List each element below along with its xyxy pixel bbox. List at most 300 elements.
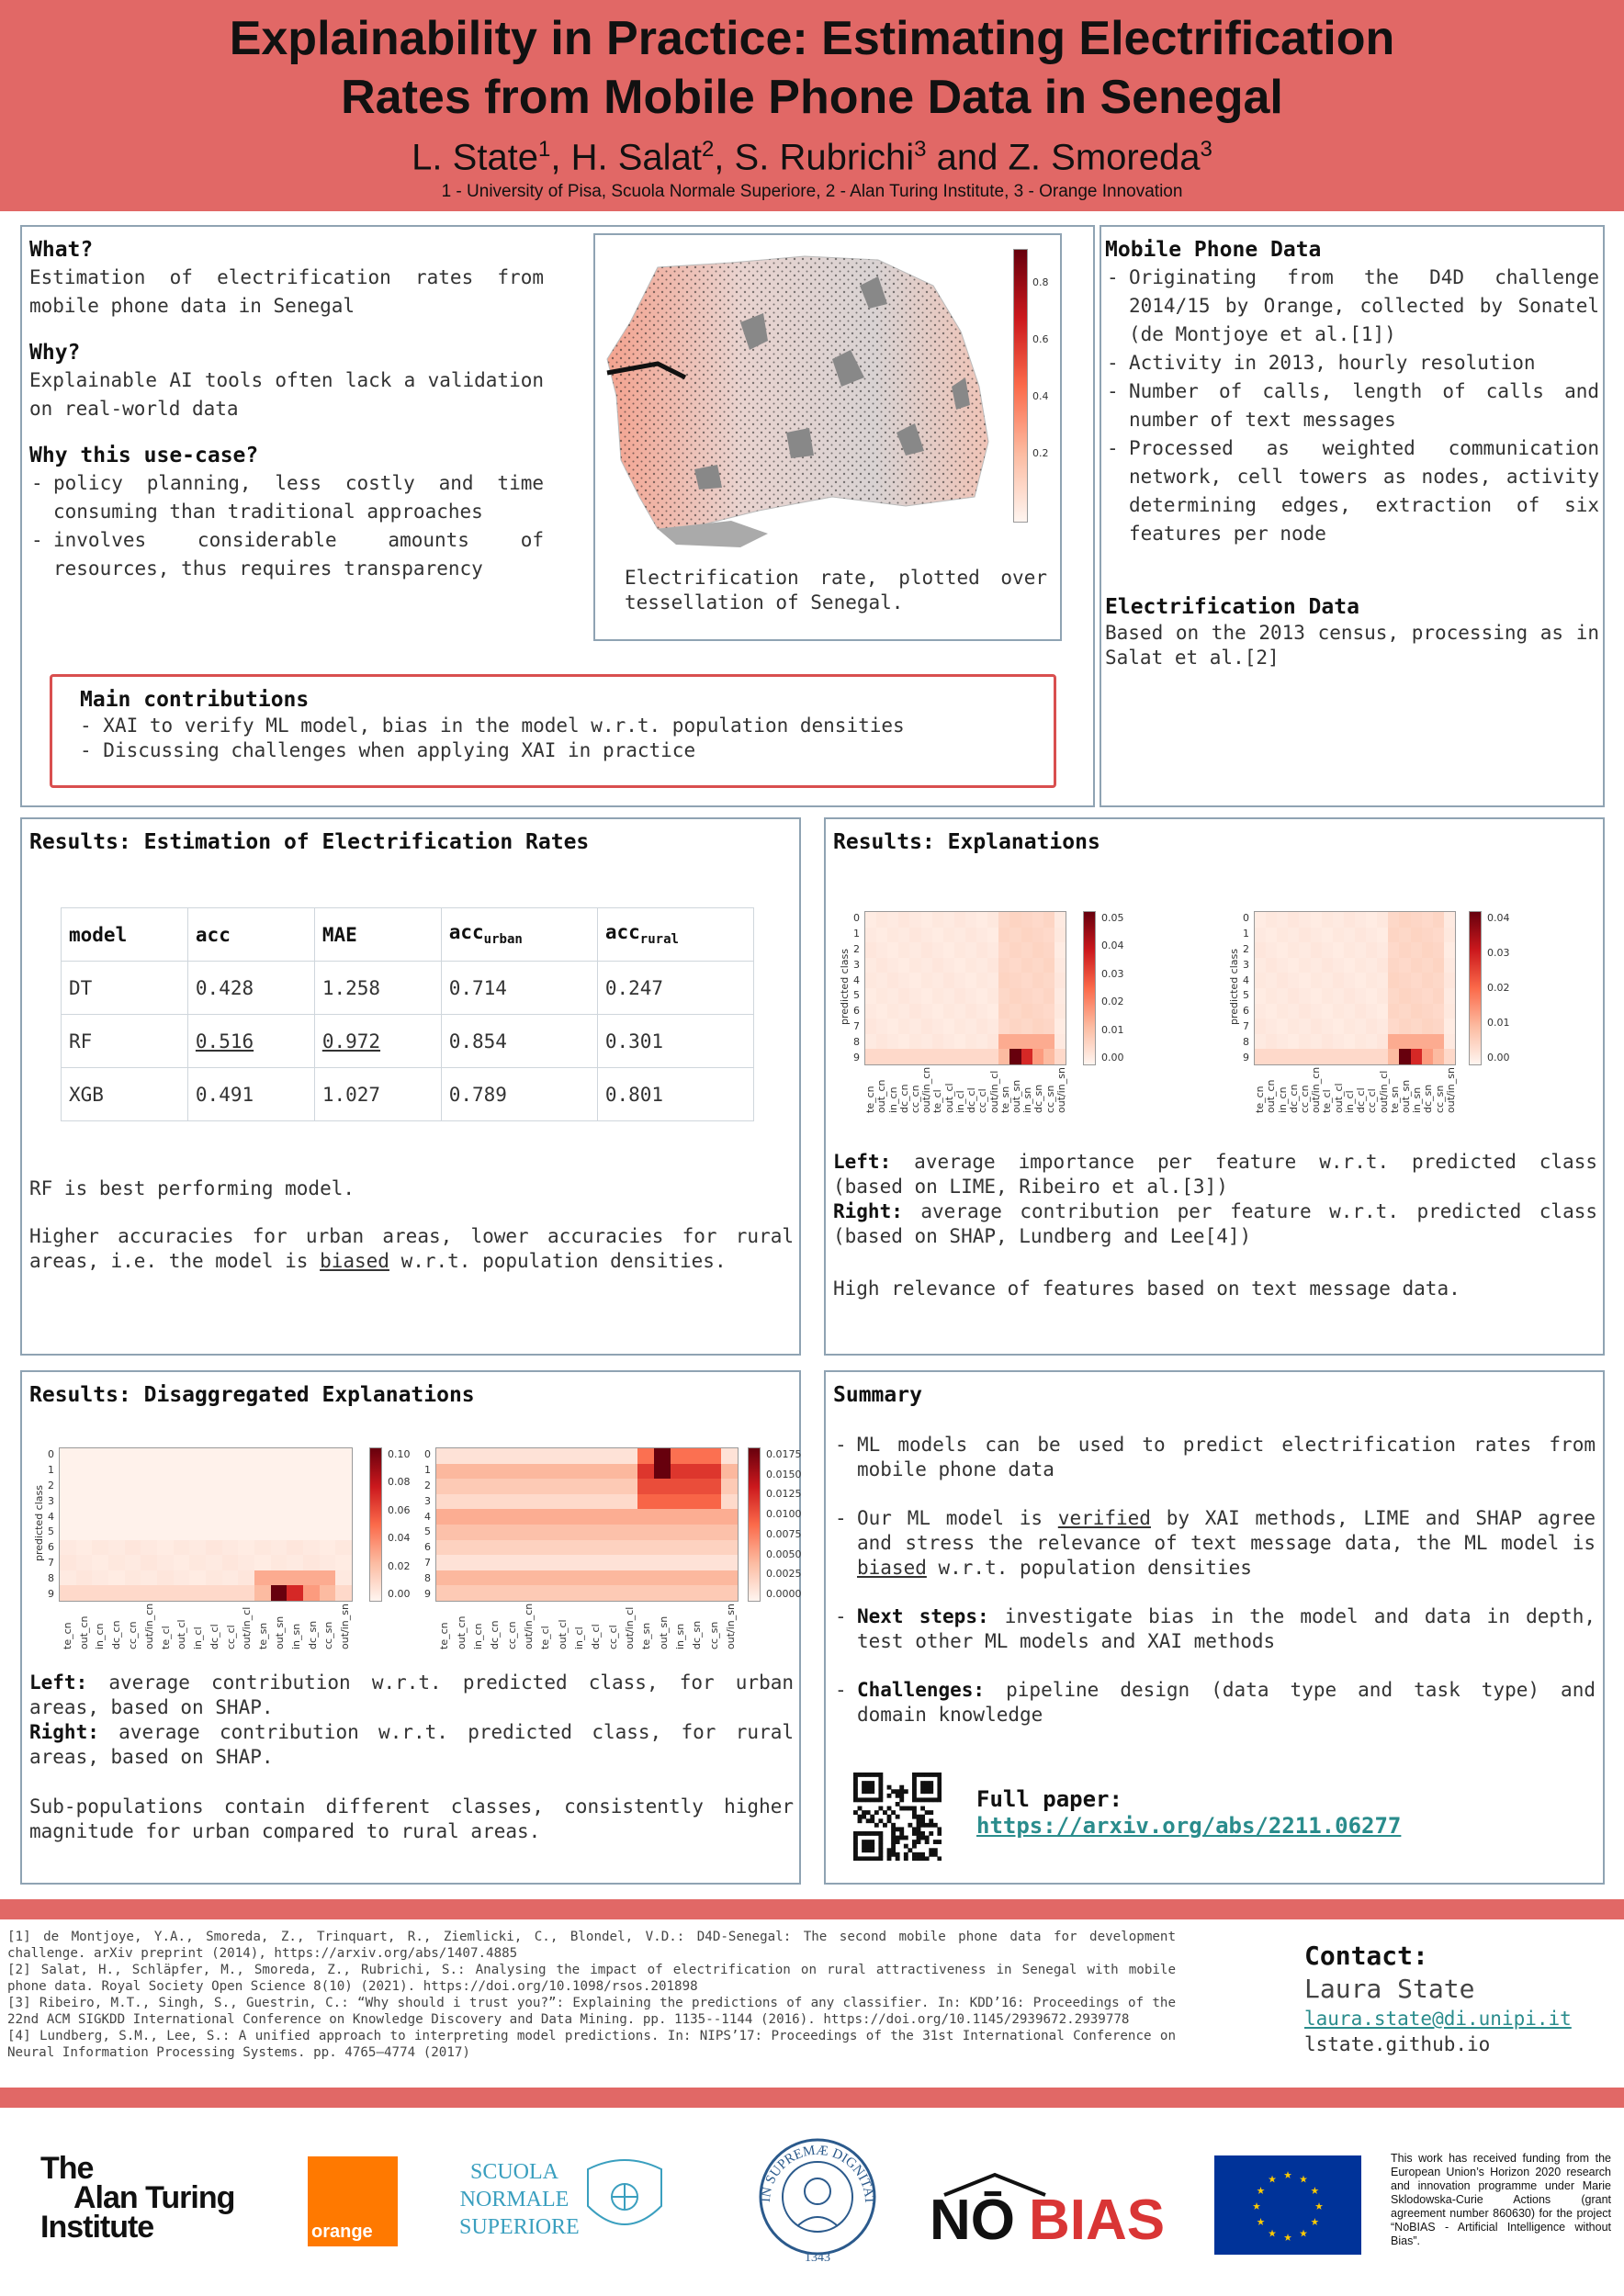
- x-tick-label: dc_cl: [208, 1624, 220, 1649]
- heatmap-cell: [1422, 942, 1433, 958]
- references: [7, 1929, 1176, 2061]
- heatmap-cell: [238, 1448, 254, 1464]
- heatmap-cell: [1311, 988, 1322, 1004]
- unipi-logo: [753, 2131, 882, 2268]
- heatmap-cell: [570, 1585, 587, 1601]
- heatmap-cell: [876, 988, 887, 1004]
- heatmap-cell: [1377, 988, 1388, 1004]
- heatmap-cell: [570, 1525, 587, 1540]
- heatmap-cell: [108, 1464, 125, 1480]
- heatmap-cell: [637, 1479, 654, 1494]
- heatmap-cell: [487, 1494, 503, 1510]
- heatmap-cell: [976, 942, 987, 958]
- heatmap-cell: [1411, 1034, 1422, 1050]
- heatmap-cell: [174, 1540, 190, 1556]
- heatmap-cell: [189, 1540, 206, 1556]
- heatmap-cell: [909, 988, 920, 1004]
- heatmap-cell: [287, 1464, 303, 1480]
- heatmap-cell: [909, 1019, 920, 1034]
- disaggregated-heatmaps: [22, 1372, 803, 1648]
- heatmap-cell: [189, 1509, 206, 1525]
- heatmap-cell: [987, 973, 998, 988]
- heatmap-cell: [157, 1479, 174, 1494]
- heatmap-cell: [554, 1585, 570, 1601]
- heatmap-cell: [637, 1585, 654, 1601]
- heatmap-cell: [271, 1585, 288, 1601]
- heatmap-cell: [536, 1448, 553, 1464]
- heatmap-cell: [222, 1509, 239, 1525]
- heatmap-cell: [487, 1555, 503, 1570]
- heatmap-cell: [1054, 988, 1066, 1004]
- heatmap-cell: [943, 942, 954, 958]
- heatmap-grid: [59, 1447, 353, 1602]
- results-explanations-text-3: High relevance of features based on text message data.: [833, 1277, 1460, 1300]
- heatmap-cell: [1043, 912, 1054, 928]
- heatmap-cell: [536, 1585, 553, 1601]
- heatmap-cell: [965, 912, 976, 928]
- footer-band: [0, 2088, 1624, 2108]
- heatmap-cell: [303, 1525, 320, 1540]
- heatmap-cell: [436, 1494, 453, 1510]
- electrification-data-text: Based on the 2013 census, processing as in Salat et al.[2]: [1105, 622, 1599, 669]
- heatmap-cell: [157, 1525, 174, 1540]
- heatmap-cell: [1054, 1019, 1066, 1034]
- heatmap-cell: [887, 958, 898, 974]
- heatmap-cell: [876, 1004, 887, 1019]
- heatmap-cell: [60, 1540, 76, 1556]
- heatmap-cell: [271, 1479, 288, 1494]
- heatmap-cell: [954, 973, 965, 988]
- heatmap-cell: [909, 1049, 920, 1064]
- heatmap-cell: [1377, 973, 1388, 988]
- heatmap-cell: [1021, 973, 1032, 988]
- heatmap-cell: [238, 1494, 254, 1510]
- heatmap-cell: [141, 1448, 157, 1464]
- heatmap-cell: [1422, 928, 1433, 943]
- heatmap-cell: [603, 1555, 620, 1570]
- heatmap-cell: [998, 973, 1009, 988]
- heatmap-cell: [320, 1464, 336, 1480]
- heatmap-cell: [1311, 1019, 1322, 1034]
- svg-text:★: ★: [1299, 2223, 1308, 2241]
- y-tick-label: 2: [48, 1480, 54, 1491]
- heatmap-cell: [671, 1479, 687, 1494]
- x-tick-label: out/in_cn: [522, 1603, 535, 1649]
- heatmap-cell: [1399, 1034, 1410, 1050]
- heatmap-cell: [1366, 1019, 1377, 1034]
- x-tick-label: out_cn: [455, 1615, 468, 1649]
- heatmap-cell: [254, 1540, 271, 1556]
- heatmap-cell: [536, 1555, 553, 1570]
- heatmap-cell: [1266, 1034, 1277, 1050]
- heatmap-cell: [654, 1525, 671, 1540]
- heatmap-cell: [1043, 1019, 1054, 1034]
- heatmap-cell: [998, 912, 1009, 928]
- heatmap-cell: [965, 1049, 976, 1064]
- heatmap-cell: [554, 1509, 570, 1525]
- heatmap-cell: [976, 1034, 987, 1050]
- heatmap-cell: [1411, 1049, 1422, 1064]
- heatmap-cell: [637, 1525, 654, 1540]
- heatmap-cell: [1422, 958, 1433, 974]
- heatmap-cell: [1299, 1019, 1310, 1034]
- heatmap-cell: [637, 1570, 654, 1586]
- heatmap-cell: [206, 1464, 222, 1480]
- heatmap-cell: [1009, 958, 1021, 974]
- y-tick-label: 3: [424, 1494, 431, 1507]
- poster-header: [0, 0, 1624, 211]
- heatmap-cell: [1299, 1004, 1310, 1019]
- y-tick-label: 6: [853, 1005, 860, 1018]
- colorbar-tick: 0.05: [1101, 912, 1124, 924]
- heatmap-cell: [1344, 912, 1355, 928]
- colorbar-tick: 0.04: [1487, 912, 1510, 924]
- heatmap-cell: [876, 942, 887, 958]
- y-tick-label: 5: [1243, 989, 1249, 1002]
- heatmap-cell: [654, 1540, 671, 1556]
- heatmap-cell: [865, 973, 876, 988]
- heatmap-cell: [654, 1464, 671, 1480]
- heatmap-cell: [620, 1570, 637, 1586]
- heatmap-cell: [1399, 928, 1410, 943]
- heatmap-cell: [254, 1448, 271, 1464]
- heatmap-cell: [1344, 973, 1355, 988]
- heatmap-cell: [1433, 912, 1444, 928]
- heatmap-cell: [335, 1479, 352, 1494]
- heatmap-cell: [536, 1525, 553, 1540]
- heatmap-cell: [998, 1034, 1009, 1050]
- heatmap-cell: [303, 1464, 320, 1480]
- heatmap-cell: [174, 1494, 190, 1510]
- heatmap-cell: [1043, 1004, 1054, 1019]
- heatmap-cell: [987, 1019, 998, 1034]
- heatmap-cell: [721, 1479, 738, 1494]
- heatmap-cell: [1366, 1034, 1377, 1050]
- explanation-heatmaps: [826, 819, 1607, 1113]
- heatmap-cell: [1344, 1049, 1355, 1064]
- table-row: [62, 1068, 754, 1121]
- y-tick-label: 1: [48, 1464, 54, 1477]
- heatmap-cell: [671, 1585, 687, 1601]
- heatmap-cell: [687, 1509, 704, 1525]
- contact-email[interactable]: laura.state@di.unipi.it: [1304, 2008, 1572, 2030]
- map-colorbar: [1013, 249, 1028, 523]
- heatmap-cell: [536, 1540, 553, 1556]
- list-item: - involves considerable amounts of resources, thus requires transparency: [29, 526, 544, 583]
- heatmap-cell: [1399, 912, 1410, 928]
- heatmap-cell: [687, 1479, 704, 1494]
- x-tick-label: cc_sn: [707, 1621, 720, 1649]
- heatmap-cell: [954, 1019, 965, 1034]
- y-tick-label: 9: [1243, 1051, 1249, 1064]
- heatmap-cell: [554, 1494, 570, 1510]
- x-tick-label: te_cl: [539, 1626, 552, 1649]
- heatmap-cell: [1277, 1004, 1288, 1019]
- heatmap-cell: [887, 912, 898, 928]
- heatmap-cell: [671, 1509, 687, 1525]
- heatmap-cell: [520, 1448, 536, 1464]
- heatmap-cell: [1377, 942, 1388, 958]
- heatmap-cell: [1344, 1019, 1355, 1034]
- heatmap-cell: [687, 1448, 704, 1464]
- svg-text:★: ★: [1310, 2212, 1319, 2229]
- x-tick-label: te_cn: [864, 1086, 877, 1113]
- x-tick-label: dc_cn: [1287, 1084, 1300, 1113]
- heatmap-cell: [1433, 1034, 1444, 1050]
- heatmap-cell: [1021, 912, 1032, 928]
- heatmap-cell: [76, 1585, 93, 1601]
- heatmap-cell: [876, 1049, 887, 1064]
- x-tick-label: cc_cl: [224, 1625, 237, 1649]
- x-tick-label: out/in_cn: [920, 1066, 933, 1113]
- heatmap-cell: [206, 1525, 222, 1540]
- heatmap-cell: [222, 1555, 239, 1570]
- heatmap-cell: [876, 973, 887, 988]
- heatmap-cell: [705, 1555, 721, 1570]
- heatmap-cell: [1032, 1004, 1043, 1019]
- y-tick-label: 3: [1243, 958, 1249, 971]
- x-tick-label: dc_cn: [489, 1620, 502, 1649]
- heatmap-cell: [335, 1525, 352, 1540]
- heatmap-cell: [125, 1585, 141, 1601]
- svg-text:1343: 1343: [805, 2251, 830, 2265]
- heatmap-cell: [1388, 1019, 1399, 1034]
- heatmap-cell: [238, 1479, 254, 1494]
- heatmap-cell: [1054, 1034, 1066, 1050]
- heatmap-cell: [932, 1049, 943, 1064]
- list-item: - ML models can be used to predict electrification rates from mobile phone data: [833, 1433, 1596, 1482]
- heatmap-cell: [1411, 973, 1422, 988]
- summary-heading: Summary: [833, 1383, 922, 1407]
- y-tick-label: 8: [1243, 1035, 1249, 1048]
- heatmap-cell: [976, 958, 987, 974]
- y-tick-label: 9: [424, 1587, 431, 1600]
- heatmap-cell: [1054, 1004, 1066, 1019]
- heatmap-cell: [487, 1540, 503, 1556]
- x-tick-label: dc_sn: [1422, 1084, 1435, 1113]
- x-tick-label: out_cn: [875, 1079, 888, 1113]
- heatmap-cell: [954, 1034, 965, 1050]
- mobile-data-heading: Mobile Phone Data: [1105, 238, 1322, 262]
- heatmap-cell: [271, 1494, 288, 1510]
- heatmap-cell: [1333, 973, 1344, 988]
- heatmap-cell: [1355, 1049, 1366, 1064]
- heatmap-cell: [1322, 1049, 1333, 1064]
- y-tick-label: 1: [853, 928, 860, 940]
- heatmap-cell: [1255, 1004, 1266, 1019]
- heatmap-cell: [1043, 928, 1054, 943]
- heatmap-cell: [1255, 1034, 1266, 1050]
- contributions-heading: Main contributions: [80, 688, 310, 712]
- heatmap-cell: [637, 1448, 654, 1464]
- heatmap-cell: [76, 1494, 93, 1510]
- colorbar-tick: 0.10: [388, 1448, 411, 1460]
- x-tick-label: out/in_cl: [623, 1606, 636, 1649]
- heatmap-cell: [141, 1494, 157, 1510]
- heatmap-cell: [238, 1540, 254, 1556]
- heatmap-cell: [1355, 1034, 1366, 1050]
- heatmap-cell: [1366, 988, 1377, 1004]
- heatmap-cell: [554, 1464, 570, 1480]
- heatmap-cell: [1444, 1049, 1455, 1064]
- heatmap-cell: [637, 1509, 654, 1525]
- heatmap-cell: [503, 1494, 520, 1510]
- x-tick-label: out_sn: [274, 1615, 286, 1649]
- svg-text:★: ★: [1283, 2228, 1292, 2245]
- heatmap-cell: [705, 1464, 721, 1480]
- heatmap-cell: [1355, 1004, 1366, 1019]
- heatmap-cell: [1021, 958, 1032, 974]
- heatmap-cell: [620, 1448, 637, 1464]
- heatmap-cell: [954, 912, 965, 928]
- heatmap-cell: [1288, 1049, 1299, 1064]
- heatmap-cell: [1021, 988, 1032, 1004]
- heatmap-cell: [570, 1494, 587, 1510]
- heatmap-cell: [453, 1479, 469, 1494]
- y-tick-label: 1: [424, 1464, 431, 1477]
- heatmap-cell: [303, 1494, 320, 1510]
- heatmap-cell: [520, 1509, 536, 1525]
- author-name: S. Rubrichi: [734, 137, 915, 178]
- heatmap-cell: [60, 1494, 76, 1510]
- heatmap-cell: [932, 973, 943, 988]
- heatmap-cell: [222, 1448, 239, 1464]
- heatmap-cell: [587, 1570, 603, 1586]
- heatmap-grid: [1254, 911, 1456, 1065]
- table-header-cell: acc$_{rural}$: [597, 908, 753, 962]
- x-tick-label: dc_cl: [590, 1624, 603, 1649]
- heatmap-cell: [865, 928, 876, 943]
- heatmap-cell: [1277, 973, 1288, 988]
- heatmap-cell: [1021, 942, 1032, 958]
- heatmap-cell: [1399, 1019, 1410, 1034]
- heatmap-cell: [1366, 942, 1377, 958]
- heatmap-cell: [1054, 928, 1066, 943]
- x-tick-label: in_sn: [1021, 1086, 1034, 1113]
- y-tick-label: 0: [853, 912, 860, 925]
- heatmap-cell: [287, 1509, 303, 1525]
- heatmap-cell: [520, 1464, 536, 1480]
- heatmap-cell: [887, 942, 898, 958]
- table-cell: 0.789: [441, 1068, 597, 1121]
- heatmap-cell: [1032, 973, 1043, 988]
- heatmap-cell: [254, 1494, 271, 1510]
- table-cell: 0.516: [187, 1015, 314, 1068]
- heatmap-cell: [238, 1555, 254, 1570]
- table-cell: 0.247: [597, 962, 753, 1015]
- heatmap-cell: [1054, 942, 1066, 958]
- heatmap-cell: [520, 1494, 536, 1510]
- heatmap-cell: [157, 1509, 174, 1525]
- results-explanations-heading: Results: Explanations: [833, 830, 1100, 854]
- list-item: - Challenges: pipeline design (data type and task type) and domain knowledge: [833, 1678, 1596, 1728]
- heatmap-cell: [1344, 988, 1355, 1004]
- heatmap-cell: [536, 1509, 553, 1525]
- heatmap-cell: [1377, 912, 1388, 928]
- heatmap-cell: [1333, 1034, 1344, 1050]
- heatmap-cell: [1366, 958, 1377, 974]
- heatmap-cell: [1322, 912, 1333, 928]
- heatmap-cell: [987, 988, 998, 1004]
- heatmap-cell: [1266, 1019, 1277, 1034]
- heatmap-cell: [705, 1525, 721, 1540]
- x-tick-label: out_sn: [657, 1615, 670, 1649]
- heatmap-cell: [943, 988, 954, 1004]
- heatmap-cell: [1322, 1034, 1333, 1050]
- x-tick-label: cc_cn: [1299, 1085, 1311, 1113]
- heatmap-cell: [60, 1555, 76, 1570]
- full-paper-link[interactable]: https://arxiv.org/abs/2211.06277: [976, 1813, 1402, 1839]
- affiliations: 1 - University of Pisa, Scuola Normale Superiore, 2 - Alan Turing Institute, 3 - Orange Innovation: [441, 182, 1183, 202]
- heatmap-cell: [1266, 1049, 1277, 1064]
- heatmap-cell: [1322, 973, 1333, 988]
- heatmap-cell: [998, 1049, 1009, 1064]
- heatmap-cell: [76, 1509, 93, 1525]
- heatmap-cell: [1322, 1019, 1333, 1034]
- heatmap-cell: [965, 958, 976, 974]
- heatmap-cell: [954, 988, 965, 1004]
- colorbar: [1083, 911, 1096, 1065]
- heatmap-cell: [1344, 942, 1355, 958]
- heatmap-cell: [303, 1570, 320, 1586]
- heatmap-cell: [108, 1585, 125, 1601]
- y-tick-label: 8: [853, 1035, 860, 1048]
- table-cell: 0.854: [441, 1015, 597, 1068]
- heatmap-cell: [1288, 1004, 1299, 1019]
- heatmap-cell: [222, 1585, 239, 1601]
- list-item: - Activity in 2013, hourly resolution: [1105, 349, 1599, 377]
- heatmap-cell: [1266, 973, 1277, 988]
- heatmap-cell: [287, 1555, 303, 1570]
- heatmap-cell: [469, 1525, 486, 1540]
- x-tick-label: te_cl: [159, 1626, 172, 1649]
- heatmap-cell: [687, 1540, 704, 1556]
- heatmap-cell: [536, 1464, 553, 1480]
- y-tick-label: 5: [48, 1525, 54, 1538]
- heatmap-cell: [536, 1570, 553, 1586]
- heatmap-cell: [1322, 942, 1333, 958]
- heatmap-cell: [320, 1540, 336, 1556]
- heatmap-cell: [887, 1034, 898, 1050]
- heatmap-cell: [965, 928, 976, 943]
- heatmap-cell: [965, 1034, 976, 1050]
- heatmap-cell: [1322, 958, 1333, 974]
- heatmap-cell: [271, 1540, 288, 1556]
- author-affiliation-number: 3: [914, 137, 927, 162]
- heatmap-cell: [469, 1540, 486, 1556]
- heatmap-cell: [503, 1509, 520, 1525]
- heatmap-cell: [1266, 958, 1277, 974]
- colorbar-tick: 0.03: [1101, 967, 1124, 980]
- heatmap-cell: [1032, 988, 1043, 1004]
- eu-stars-icon: [1214, 2155, 1361, 2255]
- heatmap-cell: [436, 1570, 453, 1586]
- x-tick-label: te_cn: [1254, 1086, 1267, 1113]
- heatmap-cell: [1377, 928, 1388, 943]
- results-explanations-text: Left: average importance per feature w.r.t. predicted class (based on LIME, Ribeiro et al.[3]) Right: average contribution per feature w.r.t. predicted class (based on SHAP, Lundberg and Lee[4]): [833, 1151, 1597, 1247]
- y-tick-label: 2: [853, 943, 860, 955]
- x-tick-label: dc_cl: [1355, 1087, 1368, 1113]
- heatmap-cell: [909, 958, 920, 974]
- heatmap-cell: [60, 1585, 76, 1601]
- heatmap-cell: [76, 1570, 93, 1586]
- heatmap-cell: [554, 1525, 570, 1540]
- heatmap-cell: [254, 1525, 271, 1540]
- x-tick-label: out/in_cl: [1377, 1070, 1390, 1113]
- heatmap-cell: [92, 1479, 108, 1494]
- heatmap-cell: [1032, 1019, 1043, 1034]
- heatmap-cell: [687, 1555, 704, 1570]
